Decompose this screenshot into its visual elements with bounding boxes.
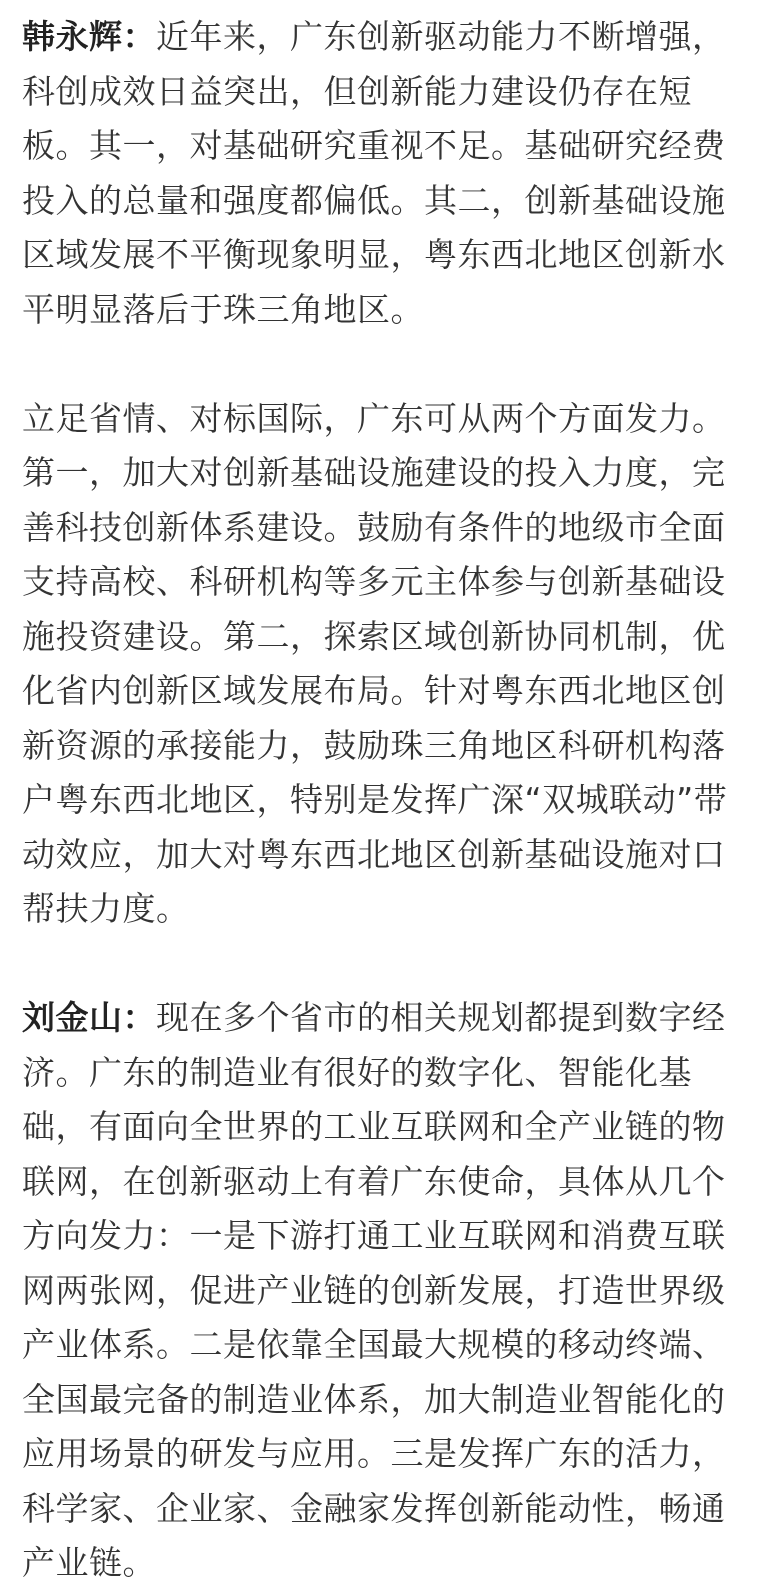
paragraph-guangdong-measures [22,392,744,937]
speaker-name: 韩永辉： [22,17,156,56]
article-body [22,10,744,1591]
paragraph-text: 现在多个省市的相关规划都提到数字经济。广东的制造业有很好的数字化、智能化基础，有面向全世界的工业互联网和全产业链的物联网，在创新驱动上有着广东使命，具体从几个方向发力：一是下游打通工业互联网和消费互联网两张网，促进产业链的创新发展，打造世界级产业体系。二是依靠全国最大规模的移动终端、全国最完备的制造业体系，加大制造业智能化的应用场景的研发与应用。三是发挥广东的活力，科学家、企业家、金融家发挥创新能动性，畅通产业链。 [22,998,726,1582]
paragraph-han-yonghui [22,10,744,337]
paragraph-text: 立足省情、对标国际，广东可从两个方面发力。第一，加大对创新基础设施建设的投入力度，完善科技创新体系建设。鼓励有条件的地级市全面支持高校、科研机构等多元主体参与创新基础设施投资建设。第二，探索区域创新协同机制，优化省内创新区域发展布局。针对粤东西北地区创新资源的承接能力，鼓励珠三角地区科研机构落户粤东西北地区，特别是发挥广深“双城联动”带动效应，加大对粤东西北地区创新基础设施对口帮扶力度。 [22,398,728,928]
paragraph-text: 近年来，广东创新驱动能力不断增强，科创成效日益突出，但创新能力建设仍存在短板。其一，对基础研究重视不足。基础研究经费投入的总量和强度都偏低。其二，创新基础设施区域发展不平衡现象明显，粤东西北地区创新水平明显落后于珠三角地区。 [22,17,726,329]
speaker-name: 刘金山： [22,998,156,1037]
paragraph-liu-jinshan [22,991,744,1591]
